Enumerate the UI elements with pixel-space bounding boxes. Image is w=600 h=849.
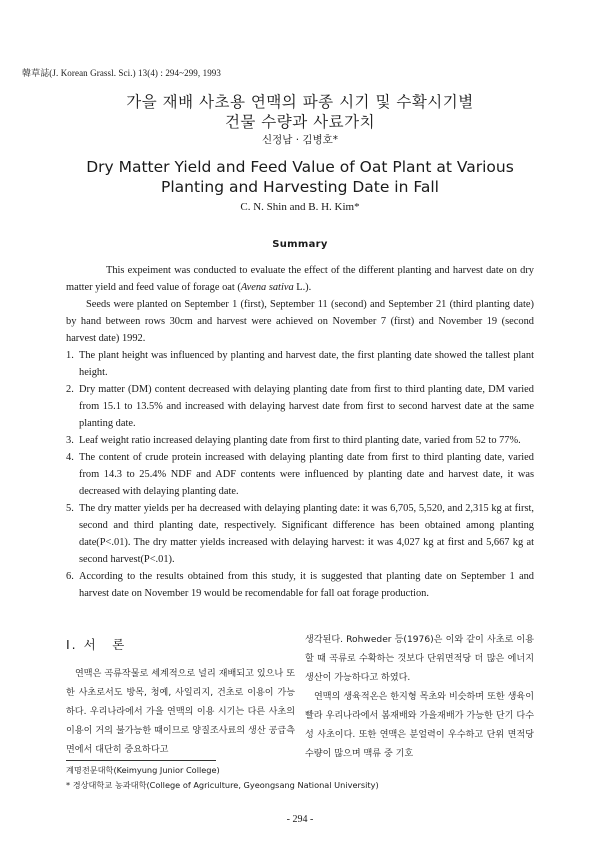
item-number: 6. (66, 571, 74, 582)
summary-item-6 (66, 568, 534, 602)
summary-paragraph-2: Seeds were planted on September 1 (first), September 11 (second) and September 21 (third planting date) by hand between rows 30cm and harvest were achieved on November 7 (first) and November 19 (second harvest date) 1992. (66, 299, 534, 344)
summary-body (66, 262, 534, 602)
item-number: 5. (66, 503, 74, 514)
summary-item-2 (66, 381, 534, 432)
footnote-affiliation-2: * 경상대학교 농과대학(College of Agriculture, Gyeongsang National University) (66, 780, 379, 790)
summary-item-5 (66, 500, 534, 568)
item-number: 3. (66, 435, 74, 446)
korean-title-line-1: 가을 재배 사초용 연맥의 파종 시기 및 수확시기별 (126, 93, 474, 111)
item-text: According to the results obtained from this study, it is suggested that planting date on September 1 and harvest date on November 19 would be recomendable for fall oat forage production. (79, 571, 534, 599)
right-column (305, 631, 534, 764)
footnote-affiliation-1: 계명전문대학(Keimyung Junior College) (66, 765, 220, 775)
item-number: 2. (66, 384, 74, 395)
english-title-line-1: Dry Matter Yield and Feed Value of Oat Plant at Various (86, 158, 514, 176)
intro-right-paragraph-1: 생각된다. Rohweder 등(1976)은 이와 같이 사초로 이용할 때 곡류로 수확하는 것보다 단위면적당 더 많은 에너지 생산이 가능하다고 하였다. (305, 635, 534, 683)
introduction-heading: Ⅰ. 서 론 (66, 637, 127, 652)
item-number: 4. (66, 452, 74, 463)
korean-title-line-2: 건물 수량과 사료가치 (224, 113, 376, 131)
summary-item-4 (66, 449, 534, 500)
summary-heading: Summary (272, 239, 328, 250)
species-name: Avena sativa (240, 282, 294, 293)
item-text: Leaf weight ratio increased delaying planting date from first to third planting date, varied from 52 to 77%. (79, 435, 521, 446)
summary-findings-list (66, 347, 534, 602)
item-text: The dry matter yields per ha decreased with delaying planting date: it was 6,705, 5,520, and 2,315 kg at first, second and third planting date, respectively. Significant difference has been obtained among planting date(P<.01). The dry matter yields increased with delaying harvest: it was 4,027 kg at first and 5,667 kg at second harvest(P<.01). (79, 503, 534, 565)
intro-right-paragraph-2: 연맥의 생육적온은 한지형 목초와 비슷하며 또한 생육이 빨라 우리나라에서 봄재배와 가을재배가 가능한 단기 다수성 사초이다. 또한 연맥은 분얼력이 우수하고 단위 면적당 수량이 많으며 맥류 중 기호 (305, 692, 534, 759)
english-title-line-2: Planting and Harvesting Date in Fall (161, 178, 439, 196)
intro-left-paragraph: 연맥은 곡류작물로 세계적으로 널리 재배되고 있으나 또한 사초로서도 방목, 청예, 사일리지, 건초로 이용이 가능하다. 우리나라에서 가을 연맥의 이용 시기는 다른 사초의 이용이 거의 불가능한 때이므로 양질조사료의 생산 공급측면에서 대단히 중요하다고 (66, 669, 295, 755)
footnote-divider (66, 760, 216, 761)
item-number: 1. (66, 350, 74, 361)
item-text: The content of crude protein increased with delaying planting date from first to third planting date, varied from 14.3 to 25.4% NDF and ADF contents were influenced by planting date and harvest date, it was decreased with delaying planting date. (79, 452, 534, 497)
summary-p1-text: This expeiment was conducted to evaluate the effect of the different planting and harvest date on dry matter yield and feed value of forage oat ( (66, 265, 534, 293)
page-number: - 294 - (286, 814, 314, 825)
summary-p1-end: L.). (293, 282, 312, 293)
journal-reference: 韓草誌(J. Korean Grassl. Sci.) 13(4) : 294~299, 1993 (22, 68, 221, 78)
summary-item-3 (66, 432, 534, 449)
english-authors: C. N. Shin and B. H. Kim* (240, 201, 360, 213)
left-column (66, 665, 295, 760)
item-text: Dry matter (DM) content decreased with delaying planting date from first to third planting date, DM varied from 15.1 to 13.5% and increased with delaying harvest date from first to second harvest date at the same planting date. (79, 384, 534, 429)
summary-paragraph-1 (66, 262, 534, 296)
korean-authors: 신정남 · 김병호* (261, 134, 339, 146)
item-text: The plant height was influenced by planting and harvest date, the first planting date showed the tallest plant height. (79, 350, 534, 378)
summary-item-1 (66, 347, 534, 381)
